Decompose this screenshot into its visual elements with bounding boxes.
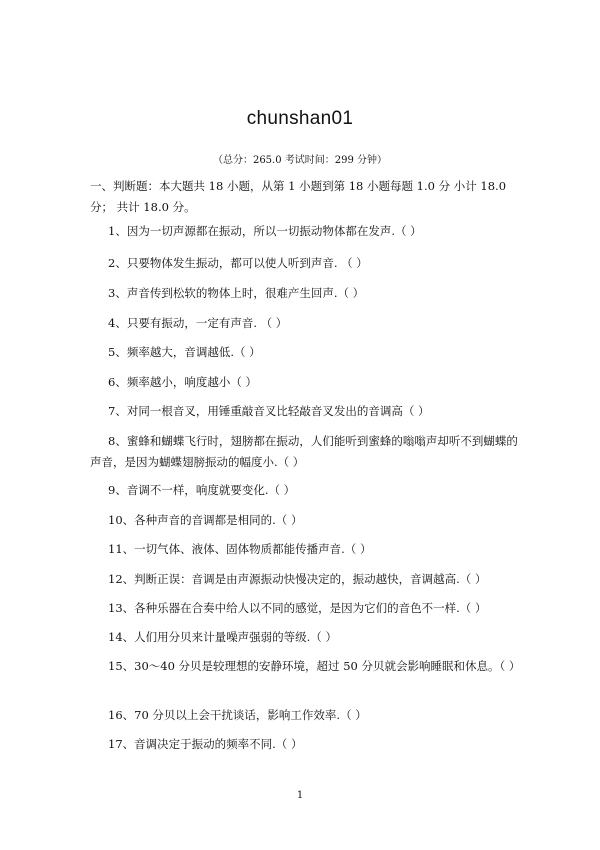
- question-item: 8、蜜蜂和蝴蝶飞行时，翅膀都在振动，人们能听到蜜蜂的嗡嗡声却听不到蝴蝶的声音，是因为蝴蝶翅膀振动的幅度小.（ ）: [90, 434, 518, 469]
- question-item: 11、一切气体、液体、固体物质都能传播声音.（ ）: [108, 542, 372, 556]
- question-item: 4、只要有振动，一定有声音. （ ）: [108, 316, 288, 330]
- question-item: 9、音调不一样，响度就要变化.（ ）: [108, 483, 296, 497]
- question-item: 3、声音传到松软的物体上时，很难产生回声.（ ）: [108, 286, 365, 300]
- question-item: 7、对同一根音叉，用锤重敲音叉比轻敲音叉发出的音调高（ ）: [108, 404, 430, 418]
- question-item: 14、人们用分贝来计量噪声强弱的等级.（ ）: [108, 630, 337, 644]
- exam-info: （总分：265.0 考试时间：299 分钟）: [212, 155, 388, 166]
- question-item: 10、各种声音的音调都是相同的.（ ）: [108, 513, 303, 527]
- page-number: 1: [296, 790, 304, 801]
- section-header: 一、判断题：本大题共 18 小题，从第 1 小题到第 18 小题每题 1.0 分 小计 18.0 分； 共计 18.0 分。: [90, 179, 507, 214]
- question-item: 5、频率越大，音调越低.（ ）: [108, 345, 261, 359]
- question-item: 1、因为一切声源都在振动，所以一切振动物体都在发声.（ ）: [108, 224, 422, 238]
- question-item: 17、音调决定于振动的频率不同.（ ）: [108, 737, 303, 751]
- question-item: 6、频率越小，响度越小（ ）: [108, 375, 257, 389]
- question-item: 13、各种乐器在合奏中给人以不同的感觉，是因为它们的音色不一样.（ ）: [108, 601, 487, 615]
- question-item: 15、30～40 分贝是较理想的安静环境，超过 50 分贝就会影响睡眠和休息。（ ）: [108, 659, 521, 673]
- document-title: chunshan01: [246, 108, 354, 129]
- question-item: 12、判断正误：音调是由声源振动快慢决定的，振动越快，音调越高.（ ）: [108, 572, 487, 586]
- question-item: 16、70 分贝以上会干扰谈话，影响工作效率.（ ）: [108, 708, 367, 722]
- question-item: 2、只要物体发生振动，都可以使人听到声音. （ ）: [108, 256, 368, 270]
